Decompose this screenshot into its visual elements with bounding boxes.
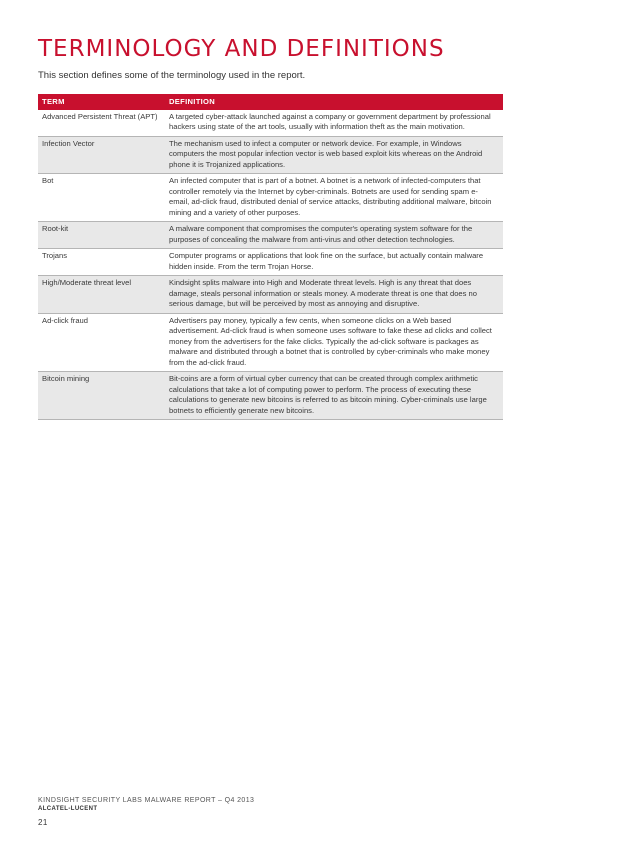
term-cell: Root-kit xyxy=(38,222,165,249)
term-cell: Infection Vector xyxy=(38,136,165,174)
table-header-row xyxy=(38,94,503,110)
term-cell: High/Moderate threat level xyxy=(38,276,165,314)
definition-cell: Advertisers pay money, typically a few cents, when someone clicks on a Web based advertisement. Ad-click fraud is when someone uses software to fake these ad clicks and collect money from the advertisers for the fake clicks. Typically the ad-click software is packages as malware and distributed through a botnet that is controlled by cyber-criminals who make money from the ad-click fraud. xyxy=(165,313,503,372)
term-cell: Bot xyxy=(38,174,165,222)
table-row xyxy=(38,276,503,314)
page-title: TERMINOLOGY AND DEFINITIONS xyxy=(38,36,445,62)
definition-cell: Bit-coins are a form of virtual cyber currency that can be created through complex arithmetic calculations that take a lot of computing power to perform. The process of executing these calculations to generate new bitcoins is referred to as bitcoin mining. Cyber-criminals use large botnets to efficiently generate new bitcoins. xyxy=(165,372,503,420)
table-row xyxy=(38,222,503,249)
definition-cell: Kindsight splits malware into High and Moderate threat levels. High is any threat that does damage, steals personal information or steals money. A moderate threat is one that does no serious damage, but will be perceived by most as annoying and disruptive. xyxy=(165,276,503,314)
term-column-header: TERM xyxy=(38,94,165,110)
page-footer xyxy=(38,797,254,827)
table-row xyxy=(38,136,503,174)
footer-report-title: KINDSIGHT SECURITY LABS MALWARE REPORT – Q4 2013 xyxy=(38,797,255,804)
term-cell: Trojans xyxy=(38,249,165,276)
page-number: 21 xyxy=(38,818,48,827)
terminology-table xyxy=(38,94,503,420)
table-row xyxy=(38,249,503,276)
definition-cell: Computer programs or applications that look fine on the surface, but actually contain malware hidden inside. From the term Trojan Horse. xyxy=(165,249,503,276)
table-row xyxy=(38,313,503,372)
definition-cell: A targeted cyber-attack launched against a company or government department by professional hackers using state of the art tools, usually with information theft as the main motivation. xyxy=(165,110,503,137)
term-cell: Bitcoin mining xyxy=(38,372,165,420)
table-row xyxy=(38,110,503,137)
definition-cell: A malware component that compromises the computer's operating system software for the purposes of concealing the malware from anti-virus and other detection technologies. xyxy=(165,222,503,249)
term-cell: Ad-click fraud xyxy=(38,313,165,372)
table-row xyxy=(38,174,503,222)
term-cell: Advanced Persistent Threat (APT) xyxy=(38,110,165,137)
intro-text: This section defines some of the terminology used in the report. xyxy=(38,70,306,81)
definition-cell: An infected computer that is part of a botnet. A botnet is a network of infected-computers that controller remotely via the Internet by cyber-criminals. Botnets are used for sending spam e-email, ad-click fraud, distributed denial of service attacks, distributing additional malware, bitcoin mining and a variety of other purposes. xyxy=(165,174,503,222)
definition-column-header: DEFINITION xyxy=(165,94,503,110)
footer-org-name: ALCATEL-LUCENT xyxy=(38,806,98,812)
definition-cell: The mechanism used to infect a computer or network device. For example, in Windows computers the most popular infection vector is web based exploit kits whereas on the Android phone it is Trojanized applications. xyxy=(165,136,503,174)
table-row xyxy=(38,372,503,420)
